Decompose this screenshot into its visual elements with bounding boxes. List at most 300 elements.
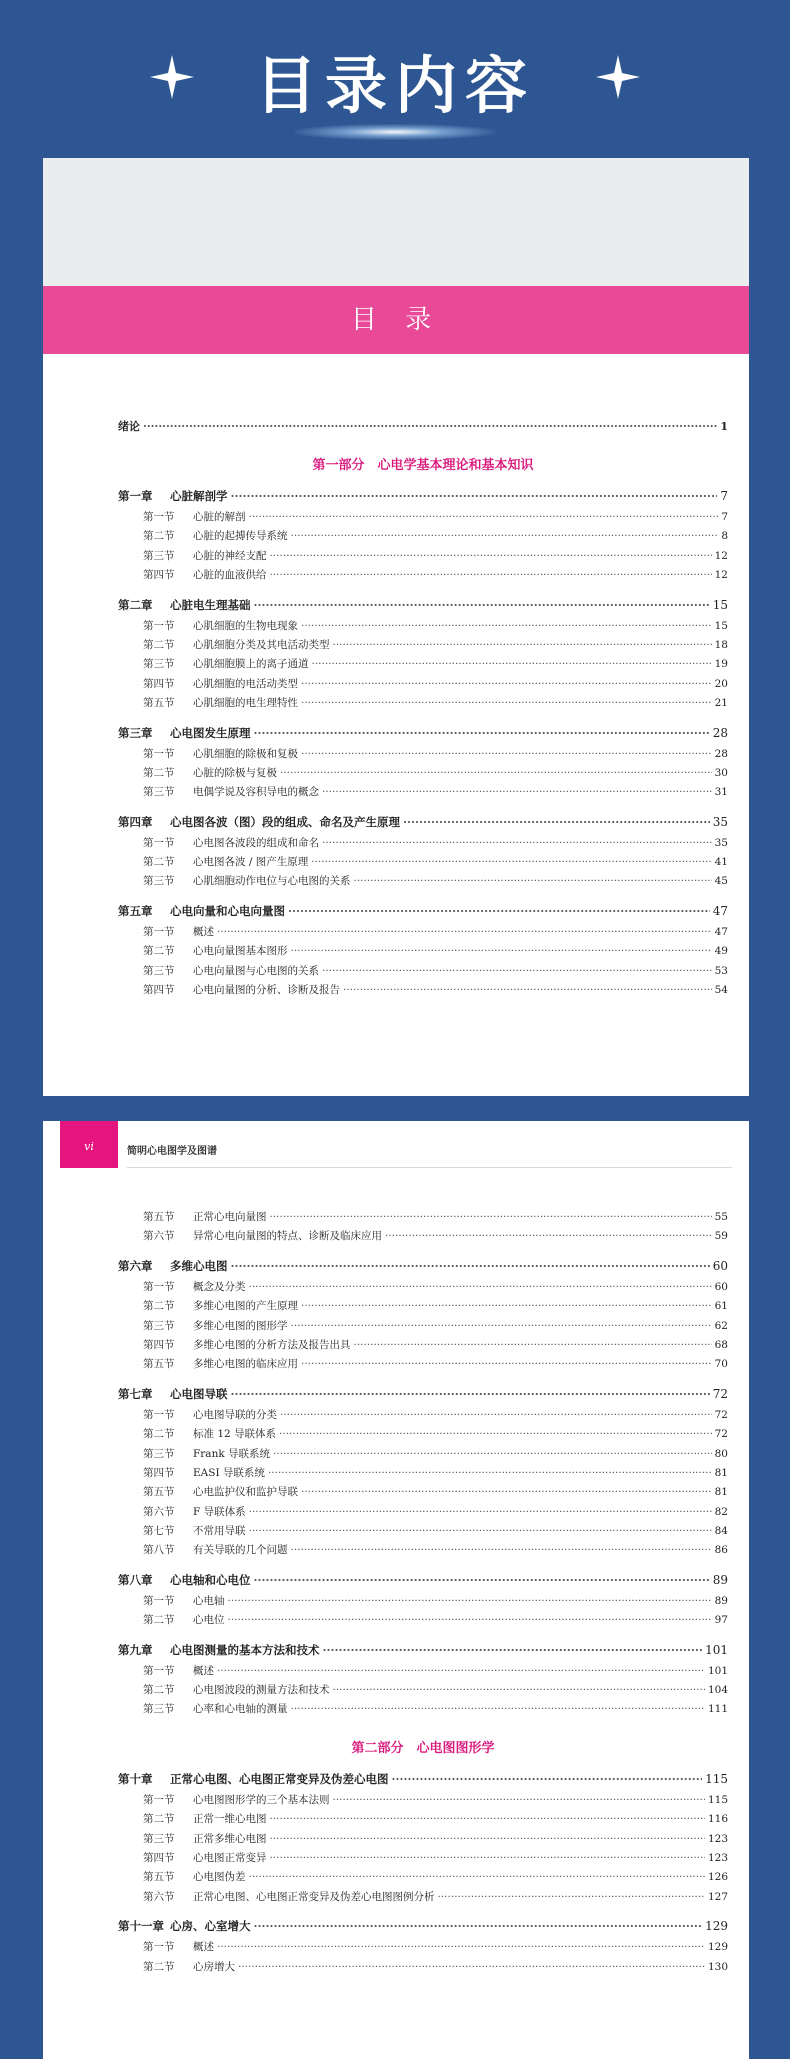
leader-dots	[280, 767, 712, 779]
section-entry	[118, 1209, 728, 1228]
section-entry-page: 129	[707, 1941, 728, 1954]
section-entry-page: 45	[714, 875, 728, 888]
chapter-entry-title: 正常心电图、心电图正常变异及伪差心电图	[170, 1771, 389, 1786]
section-entry-number: 第三节	[143, 964, 175, 977]
leader-dots	[291, 530, 719, 542]
section-entry	[118, 548, 728, 567]
section-entry-page: 59	[714, 1230, 728, 1243]
section-entry-title: 心电位	[193, 1614, 225, 1627]
section-entry	[118, 746, 728, 765]
leader-dots	[291, 1320, 712, 1332]
leader-dots	[301, 697, 712, 709]
section-entry	[118, 656, 728, 675]
leader-dots	[279, 1428, 712, 1440]
leader-dots	[312, 658, 712, 670]
leader-dots	[231, 489, 718, 503]
chapter-entry-number: 第九章	[118, 1642, 153, 1657]
section-entry	[118, 528, 728, 547]
section-entry-page: 31	[714, 786, 728, 799]
chapter-entry-number: 第十章	[118, 1771, 153, 1786]
leader-dots	[301, 620, 712, 632]
section-entry-number: 第三节	[143, 875, 175, 888]
section-entry	[118, 1850, 728, 1869]
section-entry-number: 第二节	[143, 1813, 175, 1826]
section-entry-title: 心电图图形学的三个基本法则	[193, 1793, 330, 1806]
chapter-entry-number: 第四章	[118, 814, 153, 829]
section-entry-number: 第五节	[143, 1358, 175, 1371]
section-entry	[118, 1484, 728, 1503]
leader-dots	[249, 1506, 712, 1518]
leader-dots	[288, 904, 710, 918]
chapter-entry-number: 第六章	[118, 1258, 153, 1273]
section-entry-page: 86	[714, 1544, 728, 1557]
section-entry	[118, 1701, 728, 1720]
leader-dots	[217, 1941, 705, 1953]
section-entry	[118, 618, 728, 637]
section-entry-title: 正常一维心电图	[193, 1813, 267, 1826]
section-entry-page: 72	[714, 1408, 728, 1421]
section-entry-page: 30	[714, 766, 728, 779]
section-entry	[118, 567, 728, 586]
chapter-entry	[118, 1572, 728, 1593]
leader-dots	[385, 1230, 712, 1242]
leader-dots	[333, 639, 712, 651]
section-entry-title: 心脏的神经支配	[193, 549, 267, 562]
section-entry-number: 第三节	[143, 658, 175, 671]
leader-dots	[249, 1281, 712, 1293]
leader-dots	[270, 1852, 705, 1864]
section-entry-page: 81	[714, 1486, 728, 1499]
leader-dots	[270, 1833, 705, 1845]
section-entry-page: 123	[707, 1832, 728, 1845]
running-head: 简明心电图学及图谱	[127, 1146, 217, 1157]
section-entry-page: 84	[714, 1525, 728, 1538]
leader-dots	[333, 1684, 705, 1696]
section-entry-page: 116	[707, 1813, 728, 1826]
chapter-entry-page: 101	[705, 1642, 728, 1657]
leader-dots	[228, 1595, 712, 1607]
section-entry-page: 19	[714, 658, 728, 671]
chapter-entry-number: 第五章	[118, 903, 153, 918]
section-entry-page: 126	[707, 1871, 728, 1884]
intro-entry	[118, 418, 728, 438]
section-entry	[118, 835, 728, 854]
sparkle-right-icon	[596, 55, 640, 99]
leader-dots	[322, 837, 712, 849]
section-entry-title: 标准 12 导联体系	[193, 1428, 277, 1441]
section-entry-number: 第一节	[143, 1280, 175, 1293]
chapter-entry-page: 15	[712, 597, 728, 612]
section-entry-title: 心肌细胞的生物电现象	[193, 619, 298, 632]
banner-title: 目录内容	[254, 49, 535, 122]
toc-page-2	[43, 1121, 749, 2059]
chapter-entry-page: 47	[712, 903, 728, 918]
chapter-entry-title: 心电图测量的基本方法和技术	[170, 1642, 320, 1657]
chapter-entry	[118, 1642, 728, 1663]
section-entry-title: 心电图正常变异	[193, 1851, 267, 1864]
section-entry-number: 第一节	[143, 1594, 175, 1607]
toc-page-1	[43, 158, 749, 1096]
section-entry-page: 82	[714, 1505, 728, 1518]
section-entry-number: 第二节	[143, 1684, 175, 1697]
section-entry	[118, 1407, 728, 1426]
leader-dots	[270, 1211, 712, 1223]
section-entry-title: 不常用导联	[193, 1525, 246, 1538]
leader-dots	[280, 1409, 712, 1421]
section-entry-number: 第一节	[143, 1664, 175, 1677]
section-entry-page: 8	[721, 530, 728, 543]
section-entry	[118, 1682, 728, 1701]
leader-dots	[301, 1358, 712, 1370]
section-entry	[118, 1959, 728, 1978]
chapter-entry-title: 心脏解剖学	[170, 489, 228, 503]
section-entry	[118, 963, 728, 982]
section-entry-page: 80	[714, 1447, 728, 1460]
section-entry-number: 第一节	[143, 836, 175, 849]
part-title: 第一部分 心电学基本理论和基本知识	[312, 458, 534, 473]
chapter-entry-page: 89	[712, 1572, 728, 1587]
section-entry	[118, 1426, 728, 1445]
leader-dots	[291, 1703, 705, 1715]
section-entry-number: 第一节	[143, 511, 175, 523]
intro-entry-page: 1	[720, 420, 728, 433]
section-entry-number: 第五节	[143, 697, 175, 710]
section-entry-title: 心脏的解剖	[193, 511, 246, 523]
section-entry	[118, 765, 728, 784]
leader-dots	[311, 856, 711, 868]
chapter-entry-number: 第十一章	[118, 1919, 164, 1934]
section-entry-page: 97	[714, 1614, 728, 1627]
section-entry-number: 第二节	[143, 530, 175, 543]
header-rule	[127, 1167, 732, 1168]
section-entry-number: 第二节	[143, 1300, 175, 1313]
leader-dots	[249, 1525, 712, 1537]
section-entry-title: 心肌细胞动作电位与心电图的关系	[193, 875, 351, 888]
section-entry-title: 心肌细胞分类及其电活动类型	[193, 638, 330, 651]
section-entry-page: 20	[714, 677, 728, 690]
section-entry-number: 第六节	[143, 1230, 175, 1243]
section-entry-title: 电偶学说及容积导电的概念	[193, 786, 319, 799]
intro-entry-title: 绪论	[118, 420, 140, 433]
section-entry	[118, 1889, 728, 1908]
section-entry-number: 第六节	[143, 1890, 175, 1903]
chapter-entry-number: 第七章	[118, 1386, 153, 1401]
leader-dots	[403, 815, 710, 829]
section-entry	[118, 676, 728, 695]
leader-dots	[254, 598, 710, 612]
chapter-entry-page: 72	[712, 1386, 728, 1401]
section-entry-page: 55	[714, 1211, 728, 1223]
section-entry-page: 47	[714, 925, 728, 938]
section-entry	[118, 1465, 728, 1484]
section-entry-page: 15	[714, 619, 728, 632]
section-entry-number: 第四节	[143, 1338, 175, 1351]
section-entry	[118, 1298, 728, 1317]
leader-dots	[273, 1448, 712, 1460]
section-entry-page: 104	[707, 1684, 728, 1697]
leader-dots	[301, 1486, 712, 1498]
section-entry-number: 第二节	[143, 1428, 175, 1441]
section-entry-page: 54	[714, 984, 728, 997]
section-entry	[118, 1356, 728, 1375]
section-entry-page: 35	[714, 836, 728, 849]
section-entry-page: 12	[714, 549, 728, 562]
page-number-tab: vi	[60, 1121, 118, 1168]
chapter-entry-number: 第三章	[118, 725, 153, 740]
section-entry-page: 111	[707, 1703, 728, 1716]
chapter-entry	[118, 1386, 728, 1407]
section-entry-title: 多维心电图的临床应用	[193, 1358, 298, 1371]
section-entry	[118, 1542, 728, 1561]
section-entry-title: 心率和心电轴的测量	[193, 1703, 288, 1716]
section-entry-title: 心电监护仪和监护导联	[193, 1486, 298, 1499]
section-entry	[118, 695, 728, 714]
section-entry-number: 第八节	[143, 1544, 175, 1557]
section-entry	[118, 1279, 728, 1298]
section-entry	[118, 943, 728, 962]
banner-glow	[295, 124, 495, 140]
part-title: 第二部分 心电图图形学	[351, 1740, 495, 1756]
section-entry-page: 53	[714, 964, 728, 977]
section-entry-number: 第四节	[143, 1466, 175, 1479]
leader-dots	[228, 1614, 712, 1626]
section-entry	[118, 924, 728, 943]
section-entry	[118, 1831, 728, 1850]
section-entry-title: 心肌细胞的电生理特性	[193, 697, 298, 710]
section-entry-title: 正常心电图、心电图正常变异及伪差心电图图例分析	[193, 1890, 435, 1903]
chapter-entry-title: 心电图发生原理	[170, 725, 251, 740]
section-entry-page: 62	[714, 1319, 728, 1332]
section-entry-title: 心肌细胞的电活动类型	[193, 677, 298, 690]
section-entry-title: 心脏的血液供给	[193, 569, 267, 582]
section-entry-title: 心脏的除极与复极	[193, 766, 277, 779]
chapter-entry-page: 28	[712, 725, 728, 740]
section-entry-title: 正常心电向量图	[193, 1211, 267, 1223]
section-entry-page: 101	[707, 1664, 728, 1677]
banner	[0, 0, 790, 158]
chapter-entry-page: 35	[712, 814, 728, 829]
section-entry-number: 第二节	[143, 856, 175, 869]
section-entry-page: 60	[714, 1280, 728, 1293]
section-entry-number: 第二节	[143, 945, 175, 958]
chapter-entry-title: 心脏电生理基础	[170, 597, 251, 612]
section-entry	[118, 784, 728, 803]
toc-list-2	[118, 1209, 728, 1978]
leader-dots	[301, 1300, 712, 1312]
leader-dots	[254, 1919, 703, 1933]
section-entry-number: 第三节	[143, 1703, 175, 1716]
chapter-entry-page: 115	[705, 1771, 728, 1786]
section-entry-title: 正常多维心电图	[193, 1832, 267, 1845]
chapter-entry-page: 60	[712, 1258, 728, 1273]
toc-list-1	[118, 404, 728, 1001]
section-entry	[118, 1612, 728, 1631]
section-entry-number: 第七节	[143, 1525, 175, 1538]
chapter-entry-title: 多维心电图	[170, 1258, 228, 1273]
leader-dots	[291, 945, 712, 957]
leader-dots	[249, 511, 719, 523]
chapter-entry-title: 心房、心室增大	[170, 1919, 251, 1934]
section-entry-title: 心肌细胞的除极和复极	[193, 747, 298, 760]
leader-dots	[254, 726, 710, 740]
section-entry-page: 81	[714, 1466, 728, 1479]
leader-dots	[333, 1794, 705, 1806]
leader-dots	[238, 1961, 705, 1973]
leader-dots	[322, 965, 712, 977]
section-entry-title: 心肌细胞膜上的离子通道	[193, 658, 309, 671]
section-entry-page: 7	[721, 511, 728, 523]
section-entry	[118, 854, 728, 873]
header-band	[43, 158, 749, 286]
section-entry-title: 心房增大	[193, 1960, 235, 1973]
section-entry-page: 123	[707, 1851, 728, 1864]
section-entry	[118, 1939, 728, 1958]
chapter-entry-number: 第一章	[118, 489, 153, 503]
chapter-entry	[118, 1918, 728, 1939]
leader-dots	[249, 1871, 705, 1883]
section-entry-number: 第四节	[143, 677, 175, 690]
section-entry-title: 多维心电图的图形学	[193, 1319, 288, 1332]
section-entry	[118, 509, 728, 528]
leader-dots	[270, 569, 712, 581]
leader-dots	[231, 1259, 710, 1273]
leader-dots	[231, 1387, 710, 1401]
leader-dots	[270, 550, 712, 562]
leader-dots	[301, 678, 712, 690]
section-entry-title: 心电向量图与心电图的关系	[193, 964, 319, 977]
section-entry	[118, 1504, 728, 1523]
leader-dots	[291, 1544, 712, 1556]
section-entry-number: 第二节	[143, 638, 175, 651]
section-entry-number: 第一节	[143, 747, 175, 760]
section-entry-page: 127	[707, 1890, 728, 1903]
section-entry-title: 心脏的起搏传导系统	[193, 530, 288, 543]
section-entry-title: 概述	[193, 925, 214, 938]
chapter-entry-page: 129	[705, 1919, 728, 1934]
chapter-entry	[118, 725, 728, 746]
section-entry-page: 28	[714, 747, 728, 760]
section-entry-number: 第五节	[143, 1871, 175, 1884]
section-entry	[118, 1593, 728, 1612]
section-entry-title: 心电图各波 / 图产生原理	[193, 856, 309, 869]
chapter-entry-title: 心电图导联	[170, 1386, 228, 1401]
section-entry-page: 12	[714, 569, 728, 582]
section-entry-page: 61	[714, 1300, 728, 1313]
leader-dots	[254, 1573, 710, 1587]
chapter-entry	[118, 597, 728, 618]
section-entry-page: 21	[714, 697, 728, 710]
section-entry	[118, 1792, 728, 1811]
chapter-entry-title: 心电图各波（图）段的组成、命名及产生原理	[170, 814, 400, 829]
chapter-entry-title: 心电轴和心电位	[170, 1572, 251, 1587]
section-entry-number: 第四节	[143, 1851, 175, 1864]
section-entry-title: 心电图导联的分类	[193, 1408, 277, 1421]
section-entry	[118, 1446, 728, 1465]
leader-dots	[301, 748, 712, 760]
section-entry	[118, 1337, 728, 1356]
section-entry-page: 89	[714, 1594, 728, 1607]
section-entry-number: 第六节	[143, 1505, 175, 1518]
chapter-entry-title: 心电向量和心电向量图	[170, 903, 285, 918]
section-entry-number: 第一节	[143, 1793, 175, 1806]
leader-dots	[270, 1813, 705, 1825]
leader-dots	[217, 926, 712, 938]
section-entry-number: 第二节	[143, 1614, 175, 1627]
section-entry	[118, 637, 728, 656]
section-entry-title: 心电向量图的分析、诊断及报告	[193, 984, 340, 997]
section-entry-number: 第三节	[143, 1447, 175, 1460]
chapter-entry	[118, 1258, 728, 1279]
leader-dots	[323, 1643, 703, 1657]
section-entry-number: 第五节	[143, 1486, 175, 1499]
section-entry-title: 心电图各波段的组成和命名	[193, 836, 319, 849]
section-entry-title: 心电图伪差	[193, 1871, 246, 1884]
section-entry-number: 第一节	[143, 1408, 175, 1421]
section-entry-number: 第一节	[143, 1941, 175, 1954]
section-entry-title: 多维心电图的分析方法及报告出具	[193, 1338, 351, 1351]
section-entry-number: 第三节	[143, 549, 175, 562]
leader-dots	[268, 1467, 712, 1479]
section-entry	[118, 1228, 728, 1247]
leader-dots	[392, 1772, 703, 1786]
section-entry-number: 第四节	[143, 569, 175, 582]
section-entry-number: 第一节	[143, 619, 175, 632]
chapter-entry-number: 第二章	[118, 597, 153, 612]
section-entry	[118, 1663, 728, 1682]
leader-dots	[343, 984, 712, 996]
section-entry-number: 第三节	[143, 1832, 175, 1845]
section-entry-title: 概念及分类	[193, 1280, 246, 1293]
section-entry-page: 115	[707, 1793, 728, 1806]
leader-dots	[354, 875, 712, 887]
section-entry-page: 41	[714, 856, 728, 869]
section-entry	[118, 1869, 728, 1888]
section-entry	[118, 982, 728, 1001]
section-entry	[118, 873, 728, 892]
section-entry-page: 72	[714, 1428, 728, 1441]
section-entry-title: EASI 导联系统	[193, 1466, 265, 1479]
chapter-entry	[118, 488, 728, 509]
section-entry-page: 70	[714, 1358, 728, 1371]
section-entry-page: 49	[714, 945, 728, 958]
section-entry-title: 概述	[193, 1664, 214, 1677]
leader-dots	[143, 420, 717, 433]
chapter-entry-page: 7	[720, 489, 728, 503]
section-entry-number: 第二节	[143, 1960, 175, 1973]
section-entry-title: 有关导联的几个问题	[193, 1544, 288, 1557]
section-entry-title: 心电图波段的测量方法和技术	[193, 1684, 330, 1697]
section-entry	[118, 1811, 728, 1830]
section-entry-title: F 导联体系	[193, 1505, 246, 1518]
section-entry-page: 130	[707, 1960, 728, 1973]
leader-dots	[354, 1339, 712, 1351]
section-entry-title: 心电向量图基本图形	[193, 945, 288, 958]
section-entry-title: Frank 导联系统	[193, 1447, 271, 1460]
chapter-entry-number: 第八章	[118, 1572, 153, 1587]
chapter-entry	[118, 1771, 728, 1792]
section-entry-page: 18	[714, 638, 728, 651]
section-entry-number: 第四节	[143, 984, 175, 997]
section-entry-number: 第五节	[143, 1211, 175, 1223]
section-entry-number: 第三节	[143, 786, 175, 799]
section-entry-title: 多维心电图的产生原理	[193, 1300, 298, 1313]
section-entry-title: 心电轴	[193, 1594, 225, 1607]
leader-dots	[322, 786, 712, 798]
section-entry	[118, 1523, 728, 1542]
leader-dots	[438, 1891, 705, 1903]
section-entry	[118, 1318, 728, 1337]
chapter-entry	[118, 814, 728, 835]
